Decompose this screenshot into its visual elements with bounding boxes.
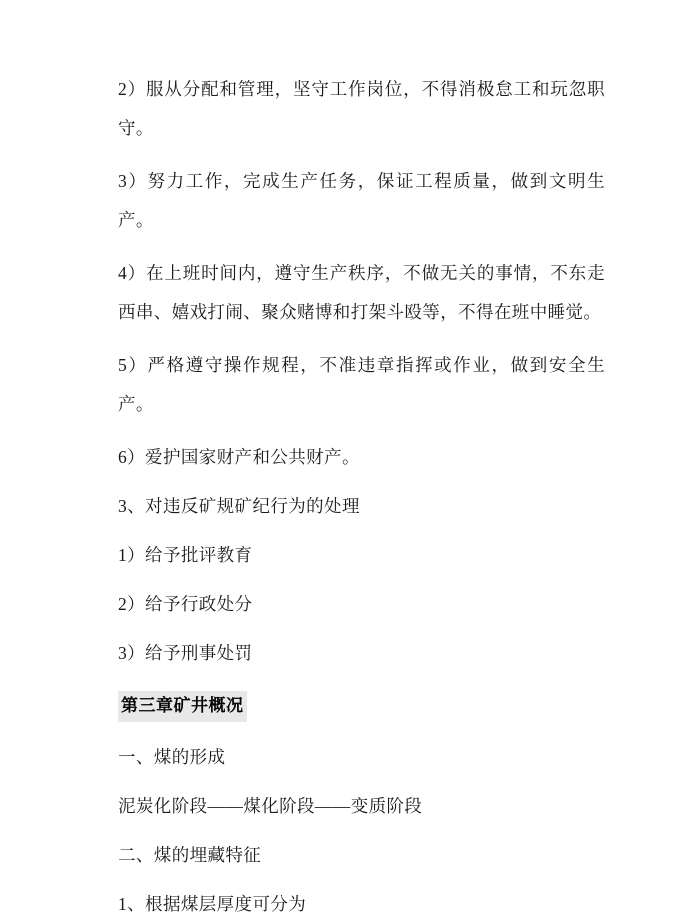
paragraph: 4）在上班时间内，遵守生产秩序，不做无关的事情，不东走西串、嬉戏打闹、聚众赌博和打架斗殴等，不得在班中睡觉。 — [118, 263, 605, 322]
paragraph: 2）给予行政处分 — [118, 594, 253, 614]
paragraph: 3、对违反矿规矿纪行为的处理 — [118, 496, 360, 516]
paragraph: 泥炭化阶段——煤化阶段——变质阶段 — [118, 796, 423, 816]
paragraph: 2）服从分配和管理，坚守工作岗位，不得消极怠工和玩忽职守。 — [118, 79, 605, 138]
paragraph: 二、煤的埋藏特征 — [118, 845, 262, 865]
paragraph: 5）严格遵守操作规程，不准违章指挥或作业，做到安全生产。 — [118, 355, 605, 414]
paragraph: 1、根据煤层厚度可分为 — [118, 894, 307, 914]
paragraph: 1）给予批评教育 — [118, 545, 253, 565]
paragraph: 6）爱护国家财产和公共财产。 — [118, 447, 360, 467]
section-heading-container — [118, 691, 605, 722]
paragraph: 一、煤的形成 — [118, 747, 226, 767]
paragraph: 3）努力工作，完成生产任务，保证工程质量，做到文明生产。 — [118, 171, 605, 230]
paragraph: 3）给予刑事处罚 — [118, 643, 253, 663]
section-heading: 第三章矿井概况 — [118, 691, 247, 722]
